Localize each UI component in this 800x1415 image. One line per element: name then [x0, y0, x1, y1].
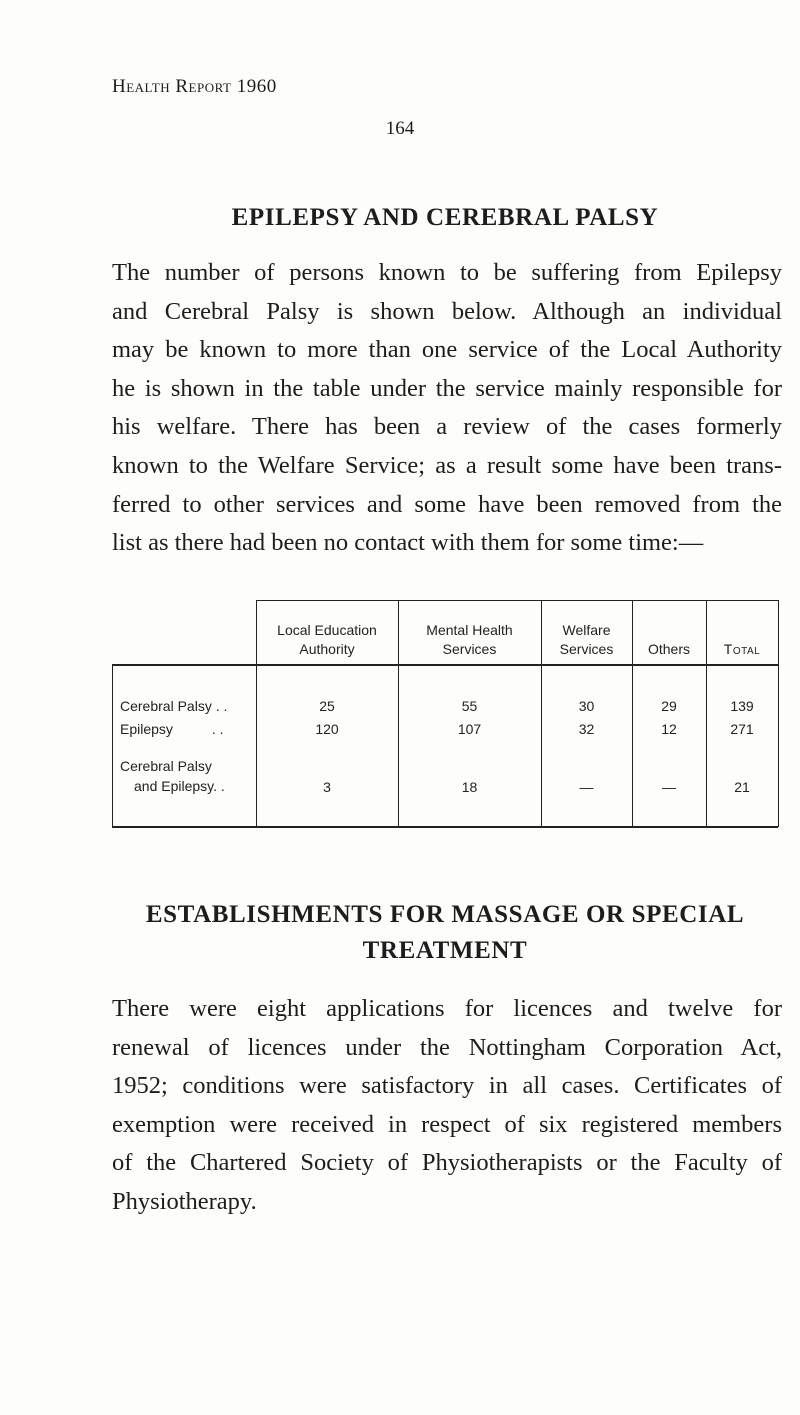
- column-header-line: Total: [723, 641, 761, 657]
- table-top-rule: [256, 600, 778, 601]
- establishments-paragraph: [112, 990, 782, 1222]
- column-header-line: [632, 621, 706, 640]
- row-label-epilepsy: [120, 719, 250, 739]
- paragraph-line: he is shown in the table under the service mainly responsible for: [112, 374, 782, 402]
- paragraph-line: The number of persons known to be suffering from Epilepsy: [112, 259, 782, 286]
- column-header-local-education: [256, 621, 398, 659]
- table-cell: 12: [661, 721, 677, 737]
- title-line: ESTABLISHMENTS FOR MASSAGE OR SPECIAL: [145, 901, 745, 928]
- paragraph-line: and Cerebral Palsy is shown below. Although an individual: [112, 297, 782, 325]
- section-title-epilepsy: EPILEPSY AND CEREBRAL PALSY: [231, 204, 659, 231]
- table-cell: 18: [461, 779, 478, 795]
- column-header-line: Services: [442, 641, 497, 657]
- table-cell: 139: [730, 698, 754, 714]
- table-col-divider: [398, 600, 399, 827]
- column-header-mental-health: [398, 621, 541, 659]
- table-cell: 32: [578, 721, 595, 737]
- paragraph-line: exemption were received in respect of six registered members: [112, 1110, 782, 1138]
- table-cell: 55: [461, 698, 478, 714]
- column-header-line: Mental Health: [426, 622, 513, 638]
- epilepsy-paragraph: [112, 254, 782, 563]
- table-bottom-rule: [112, 826, 778, 828]
- table-col-divider: [706, 600, 707, 827]
- paragraph-line: ferred to other services and some have been removed from the: [112, 490, 782, 518]
- paragraph-line: There were eight applications for licences and twelve for: [112, 995, 782, 1022]
- table-col-divider: [256, 600, 257, 827]
- row-label-cerebral-palsy-and-epilepsy: [120, 756, 225, 796]
- table-col-divider: [112, 664, 113, 827]
- table-cell: 3: [323, 779, 331, 795]
- column-header-total: [706, 621, 778, 659]
- table-cell: 29: [661, 698, 677, 714]
- row-label-cerebral-palsy: Cerebral Palsy . .: [120, 698, 228, 714]
- running-head: Health Report 1960: [112, 76, 277, 97]
- paragraph-line: known to the Welfare Service; as a result some have been trans-: [112, 451, 782, 479]
- table-cell: 21: [734, 779, 750, 795]
- table-cell: 30: [578, 698, 595, 714]
- paragraph-line: of the Chartered Society of Physiotherapists or the Faculty of: [112, 1149, 782, 1177]
- paragraph-line: list as there had been no contact with them for some time:—: [112, 529, 704, 557]
- paragraph-line: 1952; conditions were satisfactory in all cases. Certificates of: [112, 1072, 782, 1100]
- column-header-others: [632, 621, 706, 659]
- row-label-line: Cerebral Palsy: [120, 758, 212, 774]
- table-cell: 271: [730, 721, 754, 737]
- title-line: TREATMENT: [362, 937, 528, 964]
- paragraph-line: Physiotherapy.: [112, 1187, 257, 1215]
- table-cell: —: [579, 779, 594, 795]
- row-label-line: and Epilepsy. .: [134, 778, 225, 794]
- section-title-establishments: [112, 897, 778, 969]
- column-header-welfare: [541, 621, 632, 659]
- column-header-line: Others: [647, 641, 690, 657]
- column-header-line: Services: [559, 641, 614, 657]
- column-header-line: Welfare: [562, 622, 611, 638]
- table-cell: —: [662, 779, 676, 795]
- paragraph-line: his welfare. There has been a review of the cases formerly: [112, 413, 782, 441]
- table-cell: 107: [457, 721, 482, 737]
- page-number: 164: [385, 118, 415, 139]
- column-header-line: [706, 621, 778, 640]
- paragraph-line: renewal of licences under the Nottingham Corporation Act,: [112, 1033, 782, 1061]
- table-cell: 25: [319, 698, 335, 714]
- table-col-divider: [541, 600, 542, 827]
- row-label-text: Epilepsy . .: [120, 721, 224, 737]
- table-header-rule: [112, 664, 778, 666]
- table-col-divider: [632, 600, 633, 827]
- column-header-line: Local Education: [277, 622, 377, 638]
- paragraph-line: may be known to more than one service of the Local Authority: [112, 336, 782, 364]
- column-header-line: Authority: [299, 641, 355, 657]
- table-col-divider: [778, 600, 779, 827]
- table-cell: 120: [315, 721, 339, 737]
